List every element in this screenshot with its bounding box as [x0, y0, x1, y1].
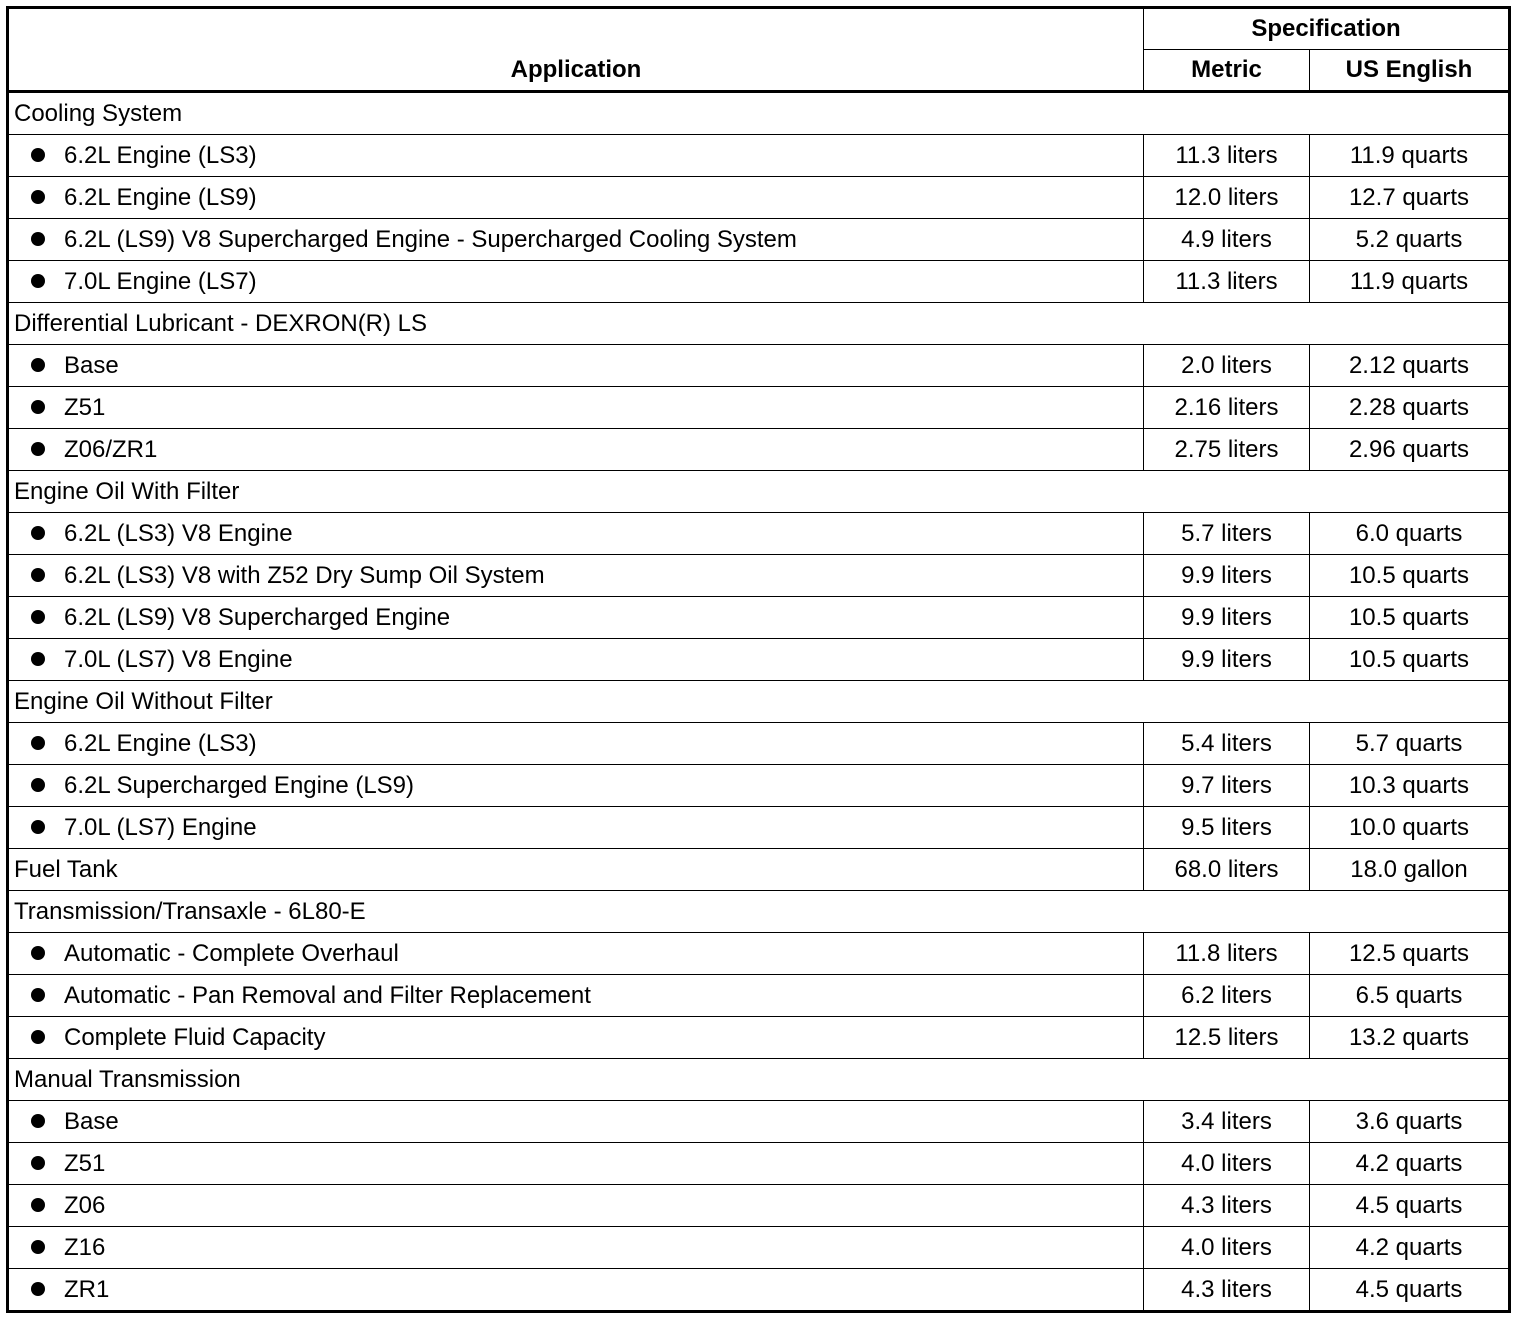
us-english-value: 10.5 quarts	[1310, 555, 1510, 597]
us-english-column-header: US English	[1310, 50, 1510, 92]
table-row	[8, 345, 1510, 387]
application-cell	[8, 639, 1144, 681]
us-english-value: 11.9 quarts	[1310, 135, 1510, 177]
application-cell	[8, 1017, 1144, 1059]
metric-value: 4.0 liters	[1144, 1227, 1310, 1269]
table-row	[8, 219, 1510, 261]
table-body	[8, 92, 1510, 1312]
metric-value: 4.3 liters	[1144, 1185, 1310, 1227]
metric-value: 2.0 liters	[1144, 345, 1310, 387]
bullet-icon	[31, 946, 45, 960]
us-english-value: 4.2 quarts	[1310, 1227, 1510, 1269]
application-label: 7.0L Engine (LS7)	[64, 268, 257, 295]
application-cell	[8, 261, 1144, 303]
metric-value: 5.4 liters	[1144, 723, 1310, 765]
metric-value: 4.3 liters	[1144, 1269, 1310, 1312]
metric-value: 11.3 liters	[1144, 135, 1310, 177]
metric-value: 9.7 liters	[1144, 765, 1310, 807]
table-row	[8, 1101, 1510, 1143]
table-row	[8, 1017, 1510, 1059]
application-label: 6.2L (LS3) V8 with Z52 Dry Sump Oil System	[64, 562, 545, 589]
section-heading: Engine Oil With Filter	[8, 471, 1510, 513]
metric-value: 9.9 liters	[1144, 639, 1310, 681]
us-english-value: 2.96 quarts	[1310, 429, 1510, 471]
application-cell	[8, 765, 1144, 807]
section-row	[8, 92, 1510, 135]
application-cell	[8, 429, 1144, 471]
table-row	[8, 135, 1510, 177]
section-heading: Fuel Tank	[8, 849, 1144, 891]
table-row	[8, 177, 1510, 219]
us-english-value: 10.3 quarts	[1310, 765, 1510, 807]
bullet-icon	[31, 1282, 45, 1296]
bullet-icon	[31, 736, 45, 750]
section-heading: Engine Oil Without Filter	[8, 681, 1510, 723]
section-row	[8, 891, 1510, 933]
application-cell	[8, 135, 1144, 177]
metric-value: 2.75 liters	[1144, 429, 1310, 471]
application-cell	[8, 177, 1144, 219]
us-english-value: 4.5 quarts	[1310, 1185, 1510, 1227]
bullet-icon	[31, 820, 45, 834]
us-english-value: 4.5 quarts	[1310, 1269, 1510, 1312]
bullet-icon	[31, 568, 45, 582]
us-english-value: 12.7 quarts	[1310, 177, 1510, 219]
bullet-icon	[31, 442, 45, 456]
application-label: 6.2L (LS3) V8 Engine	[64, 520, 293, 547]
section-row	[8, 471, 1510, 513]
table-row	[8, 387, 1510, 429]
us-english-value: 11.9 quarts	[1310, 261, 1510, 303]
us-english-value: 5.7 quarts	[1310, 723, 1510, 765]
application-cell	[8, 1227, 1144, 1269]
bullet-icon	[31, 610, 45, 624]
application-cell	[8, 1143, 1144, 1185]
application-label: Z51	[64, 1150, 106, 1177]
section-heading: Cooling System	[8, 92, 1510, 135]
metric-value: 5.7 liters	[1144, 513, 1310, 555]
application-label: Base	[64, 352, 119, 379]
application-label: 6.2L Supercharged Engine (LS9)	[64, 772, 415, 799]
bullet-icon	[31, 1156, 45, 1170]
us-english-value: 6.5 quarts	[1310, 975, 1510, 1017]
metric-value: 11.3 liters	[1144, 261, 1310, 303]
us-english-value: 18.0 gallon	[1310, 849, 1510, 891]
table-row	[8, 765, 1510, 807]
bullet-icon	[31, 1198, 45, 1212]
bullet-icon	[31, 1114, 45, 1128]
table-row	[8, 723, 1510, 765]
bullet-icon	[31, 1240, 45, 1254]
metric-value: 9.9 liters	[1144, 597, 1310, 639]
metric-value: 12.0 liters	[1144, 177, 1310, 219]
bullet-icon	[31, 232, 45, 246]
metric-value: 9.9 liters	[1144, 555, 1310, 597]
application-cell	[8, 555, 1144, 597]
us-english-value: 12.5 quarts	[1310, 933, 1510, 975]
application-label: ZR1	[64, 1276, 110, 1303]
section-value-row	[8, 849, 1510, 891]
metric-value: 9.5 liters	[1144, 807, 1310, 849]
section-heading: Differential Lubricant - DEXRON(R) LS	[8, 303, 1510, 345]
section-row	[8, 1059, 1510, 1101]
bullet-icon	[31, 988, 45, 1002]
us-english-value: 2.28 quarts	[1310, 387, 1510, 429]
table-row	[8, 1185, 1510, 1227]
specification-column-header: Specification	[1144, 8, 1510, 50]
metric-value: 4.0 liters	[1144, 1143, 1310, 1185]
application-cell	[8, 1185, 1144, 1227]
metric-value: 12.5 liters	[1144, 1017, 1310, 1059]
fluid-capacities-table	[6, 6, 1511, 1313]
us-english-value: 6.0 quarts	[1310, 513, 1510, 555]
us-english-value: 5.2 quarts	[1310, 219, 1510, 261]
table-row	[8, 513, 1510, 555]
bullet-icon	[31, 274, 45, 288]
bullet-icon	[31, 358, 45, 372]
application-label: 6.2L Engine (LS3)	[64, 730, 257, 757]
application-column-header: Application	[8, 8, 1144, 92]
bullet-icon	[31, 526, 45, 540]
bullet-icon	[31, 400, 45, 414]
metric-value: 2.16 liters	[1144, 387, 1310, 429]
table-row	[8, 933, 1510, 975]
application-cell	[8, 387, 1144, 429]
bullet-icon	[31, 1030, 45, 1044]
table-row	[8, 597, 1510, 639]
metric-value: 6.2 liters	[1144, 975, 1310, 1017]
application-label: 6.2L Engine (LS3)	[64, 142, 257, 169]
table-row	[8, 429, 1510, 471]
section-heading: Manual Transmission	[8, 1059, 1510, 1101]
application-cell	[8, 807, 1144, 849]
application-cell	[8, 933, 1144, 975]
application-cell	[8, 219, 1144, 261]
application-label: Z51	[64, 394, 106, 421]
us-english-value: 10.5 quarts	[1310, 597, 1510, 639]
application-label: 6.2L Engine (LS9)	[64, 184, 257, 211]
application-label: Z06/ZR1	[64, 436, 158, 463]
bullet-icon	[31, 778, 45, 792]
table-row	[8, 1227, 1510, 1269]
bullet-icon	[31, 190, 45, 204]
application-label: Z16	[64, 1234, 106, 1261]
application-cell	[8, 1101, 1144, 1143]
section-row	[8, 303, 1510, 345]
table-row	[8, 1143, 1510, 1185]
application-label: 7.0L (LS7) Engine	[64, 814, 257, 841]
us-english-value: 4.2 quarts	[1310, 1143, 1510, 1185]
application-cell	[8, 513, 1144, 555]
application-cell	[8, 345, 1144, 387]
application-cell	[8, 723, 1144, 765]
us-english-value: 10.0 quarts	[1310, 807, 1510, 849]
bullet-icon	[31, 148, 45, 162]
metric-value: 3.4 liters	[1144, 1101, 1310, 1143]
us-english-value: 10.5 quarts	[1310, 639, 1510, 681]
us-english-value: 2.12 quarts	[1310, 345, 1510, 387]
us-english-value: 3.6 quarts	[1310, 1101, 1510, 1143]
application-cell	[8, 1269, 1144, 1312]
metric-column-header: Metric	[1144, 50, 1310, 92]
application-label: 7.0L (LS7) V8 Engine	[64, 646, 293, 673]
application-cell	[8, 597, 1144, 639]
application-label: Automatic - Complete Overhaul	[64, 940, 399, 967]
application-cell	[8, 975, 1144, 1017]
section-heading: Transmission/Transaxle - 6L80-E	[8, 891, 1510, 933]
application-label: 6.2L (LS9) V8 Supercharged Engine	[64, 604, 451, 631]
application-label: 6.2L (LS9) V8 Supercharged Engine - Supercharged Cooling System	[64, 226, 797, 253]
application-label: Base	[64, 1108, 119, 1135]
table-row	[8, 975, 1510, 1017]
application-label: Complete Fluid Capacity	[64, 1024, 326, 1051]
metric-value: 11.8 liters	[1144, 933, 1310, 975]
us-english-value: 13.2 quarts	[1310, 1017, 1510, 1059]
metric-value: 4.9 liters	[1144, 219, 1310, 261]
table-row	[8, 807, 1510, 849]
table-row	[8, 639, 1510, 681]
metric-value: 68.0 liters	[1144, 849, 1310, 891]
bullet-icon	[31, 652, 45, 666]
table-row	[8, 261, 1510, 303]
application-label: Z06	[64, 1192, 106, 1219]
section-row	[8, 681, 1510, 723]
application-label: Automatic - Pan Removal and Filter Replacement	[64, 982, 591, 1009]
table-row	[8, 1269, 1510, 1312]
table-row	[8, 555, 1510, 597]
